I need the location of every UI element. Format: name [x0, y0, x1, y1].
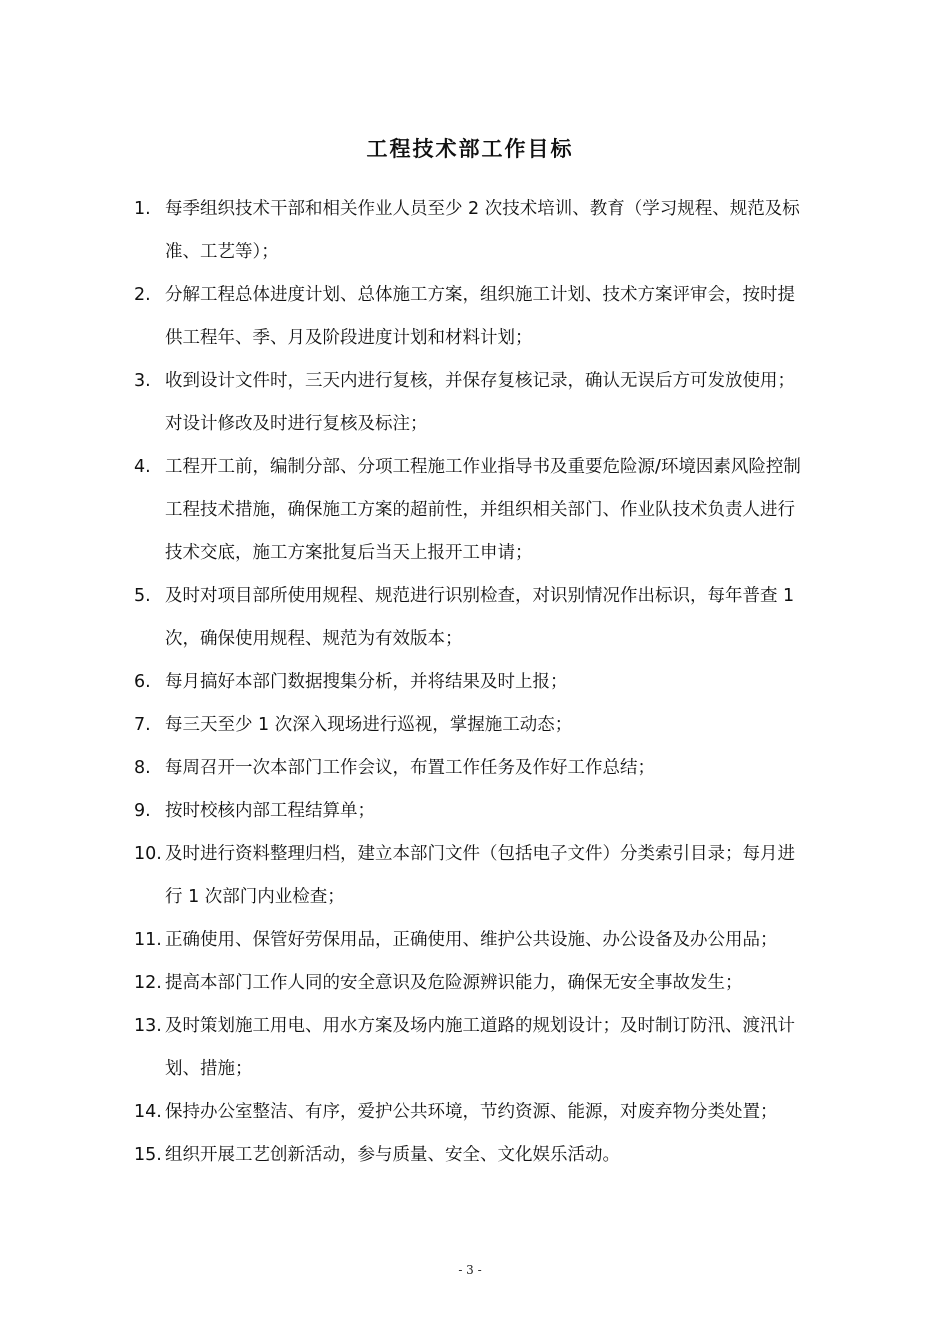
list-item [134, 919, 814, 962]
list-item [134, 661, 814, 704]
list-item [134, 274, 814, 360]
page-number: - 3 - [458, 1263, 482, 1277]
list-item-number: 4. [134, 457, 151, 477]
list-item-number: 9. [134, 801, 151, 821]
list-item-text: 组织开展工艺创新活动，参与质量、安全、文化娱乐活动。 [165, 1145, 620, 1165]
list-item-number: 6. [134, 672, 151, 692]
list-item [134, 188, 814, 274]
list-item [134, 1091, 814, 1134]
goal-list [134, 188, 814, 1177]
list-item-text: 每月搞好本部门数据搜集分析，并将结果及时上报； [165, 672, 568, 692]
list-item [134, 790, 814, 833]
list-item [134, 747, 814, 790]
list-item [134, 1134, 814, 1177]
list-item-text: 收到设计文件时，三天内进行复核，并保存复核记录，确认无误后方可发放使用； 对设计修改及时进行复核及标注； [165, 371, 795, 434]
list-item-number: 11. [134, 930, 162, 950]
list-item [134, 446, 814, 575]
list-item-number: 8. [134, 758, 151, 778]
list-item-number: 2. [134, 285, 151, 305]
list-item [134, 360, 814, 446]
list-item-number: 1. [134, 199, 151, 219]
list-item-text: 每三天至少 1 次深入现场进行巡视，掌握施工动态； [165, 715, 573, 735]
list-item [134, 962, 814, 1005]
list-item-number: 10. [134, 844, 162, 864]
list-item-text: 分解工程总体进度计划、总体施工方案，组织施工计划、技术方案评审会，按时提 供工程年、季、月及阶段进度计划和材料计划； [165, 285, 795, 348]
list-item-text: 正确使用、保管好劳保用品，正确使用、维护公共设施、办公设备及办公用品； [165, 930, 778, 950]
list-item-text: 提高本部门工作人同的安全意识及危险源辨识能力，确保无安全事故发生； [165, 973, 743, 993]
list-item-text: 及时策划施工用电、用水方案及场内施工道路的规划设计；及时制订防汛、渡汛计 划、措施； [165, 1016, 795, 1079]
list-item-text: 按时校核内部工程结算单； [165, 801, 375, 821]
page-title: 工程技术部工作目标 [366, 136, 574, 161]
list-item-text: 每季组织技术干部和相关作业人员至少 2 次技术培训、教育（学习规程、规范及标 准、工艺等）； [165, 199, 800, 262]
list-item-number: 7. [134, 715, 151, 735]
list-item-text: 工程开工前，编制分部、分项工程施工作业指导书及重要危险源/环境因素风险控制 工程技术措施，确保施工方案的超前性，并组织相关部门、作业队技术负责人进行 技术交底，施工方案批复后当天上报开工申请； [165, 457, 801, 563]
list-item-number: 14. [134, 1102, 162, 1122]
list-item-number: 3. [134, 371, 151, 391]
list-item-text: 及时对项目部所使用规程、规范进行识别检查，对识别情况作出标识，每年普查 1 次，确保使用规程、规范为有效版本； [165, 586, 795, 649]
list-item [134, 1005, 814, 1091]
list-item-number: 12. [134, 973, 162, 993]
list-item-number: 13. [134, 1016, 162, 1036]
list-item [134, 704, 814, 747]
list-item [134, 575, 814, 661]
list-item [134, 833, 814, 919]
list-item-text: 保持办公室整洁、有序，爱护公共环境，节约资源、能源，对废弃物分类处置； [165, 1102, 778, 1122]
list-item-text: 每周召开一次本部门工作会议，布置工作任务及作好工作总结； [165, 758, 655, 778]
list-item-text: 及时进行资料整理归档，建立本部门文件（包括电子文件）分类索引目录；每月进 行 1 次部门内业检查； [165, 844, 795, 907]
list-item-number: 15. [134, 1145, 162, 1165]
list-item-number: 5. [134, 586, 151, 606]
